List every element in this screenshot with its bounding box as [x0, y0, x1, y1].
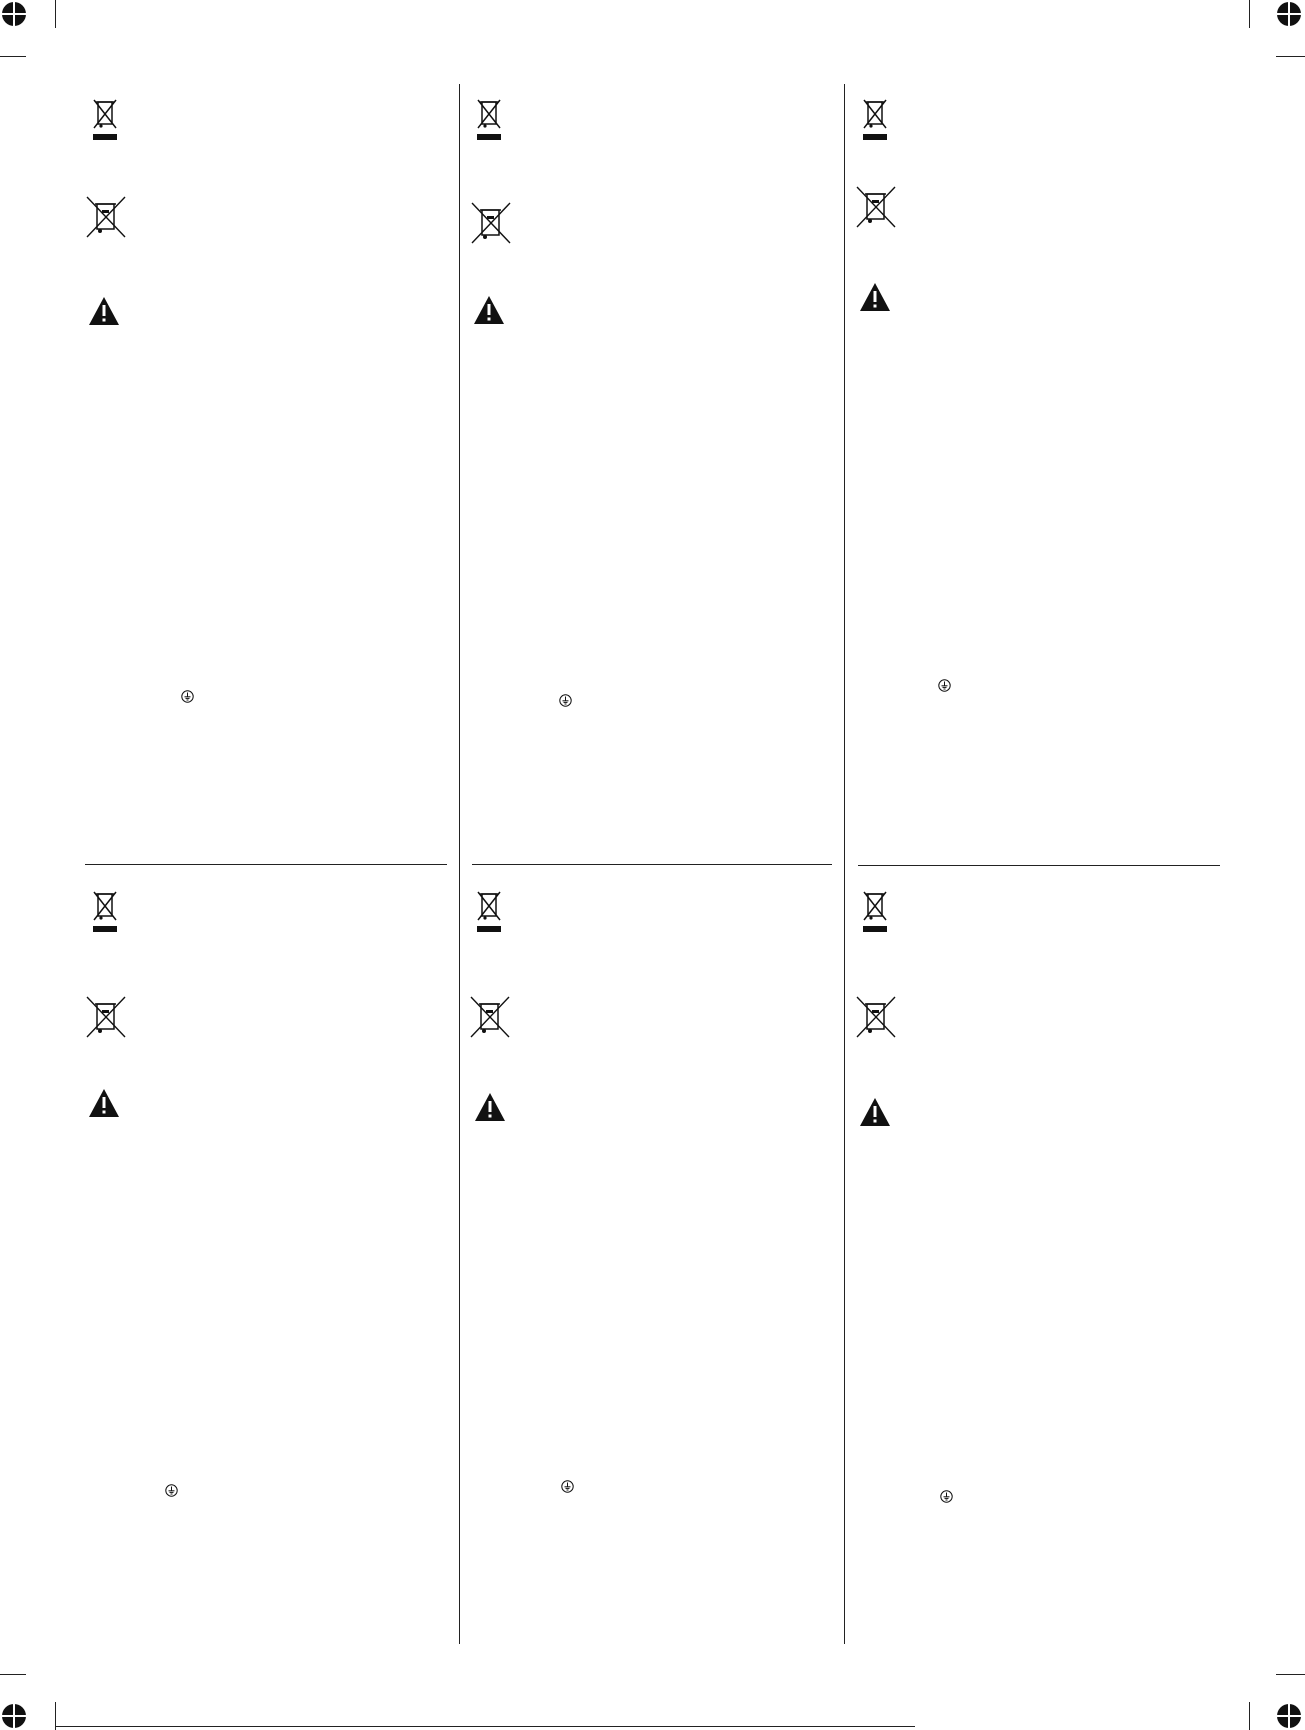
warning-triangle-icon	[859, 1097, 891, 1127]
crossed-out-wheelie-bin-with-bar-icon	[862, 98, 888, 142]
registration-mark-bottom-right-icon	[1276, 1703, 1302, 1729]
crossed-out-wheelie-bin-with-bar-icon	[476, 890, 502, 934]
protective-earth-icon	[165, 1484, 178, 1497]
crossed-out-wheelie-bin-icon	[471, 202, 511, 244]
protective-earth-icon	[181, 690, 194, 703]
registration-mark-bottom-left-icon	[1, 1703, 27, 1729]
column-divider-right	[844, 84, 845, 1644]
row-divider-right	[858, 865, 1220, 866]
crossed-out-wheelie-bin-with-bar-icon	[476, 98, 502, 142]
warning-triangle-icon	[88, 296, 120, 326]
crossed-out-wheelie-bin-icon	[856, 996, 896, 1038]
warning-triangle-icon	[88, 1088, 120, 1118]
warning-triangle-icon	[859, 282, 891, 312]
column-divider-left	[459, 84, 460, 1644]
protective-earth-icon	[561, 1480, 574, 1493]
protective-earth-icon	[940, 1490, 953, 1503]
crossed-out-wheelie-bin-with-bar-icon	[92, 890, 118, 934]
registration-mark-top-left-icon	[1, 1, 27, 27]
warning-triangle-icon	[474, 1092, 506, 1122]
crossed-out-wheelie-bin-icon	[86, 996, 126, 1038]
crop-mark	[1276, 1674, 1305, 1675]
crop-mark	[1276, 56, 1305, 57]
crossed-out-wheelie-bin-icon	[470, 996, 510, 1038]
crossed-out-wheelie-bin-with-bar-icon	[92, 98, 118, 142]
crossed-out-wheelie-bin-icon	[856, 186, 896, 228]
crop-mark	[1249, 0, 1250, 28]
warning-triangle-icon	[473, 295, 505, 325]
row-divider-middle	[472, 864, 832, 865]
protective-earth-icon	[559, 694, 572, 707]
crossed-out-wheelie-bin-with-bar-icon	[862, 890, 888, 934]
crop-mark	[1249, 1702, 1250, 1730]
bottom-trim-line	[55, 1726, 915, 1727]
crop-mark	[55, 0, 56, 28]
crossed-out-wheelie-bin-icon	[86, 196, 126, 238]
row-divider-left	[85, 864, 447, 865]
crop-mark	[0, 1674, 26, 1675]
crop-mark	[0, 56, 26, 57]
protective-earth-icon	[938, 679, 951, 692]
registration-mark-top-right-icon	[1276, 1, 1302, 27]
